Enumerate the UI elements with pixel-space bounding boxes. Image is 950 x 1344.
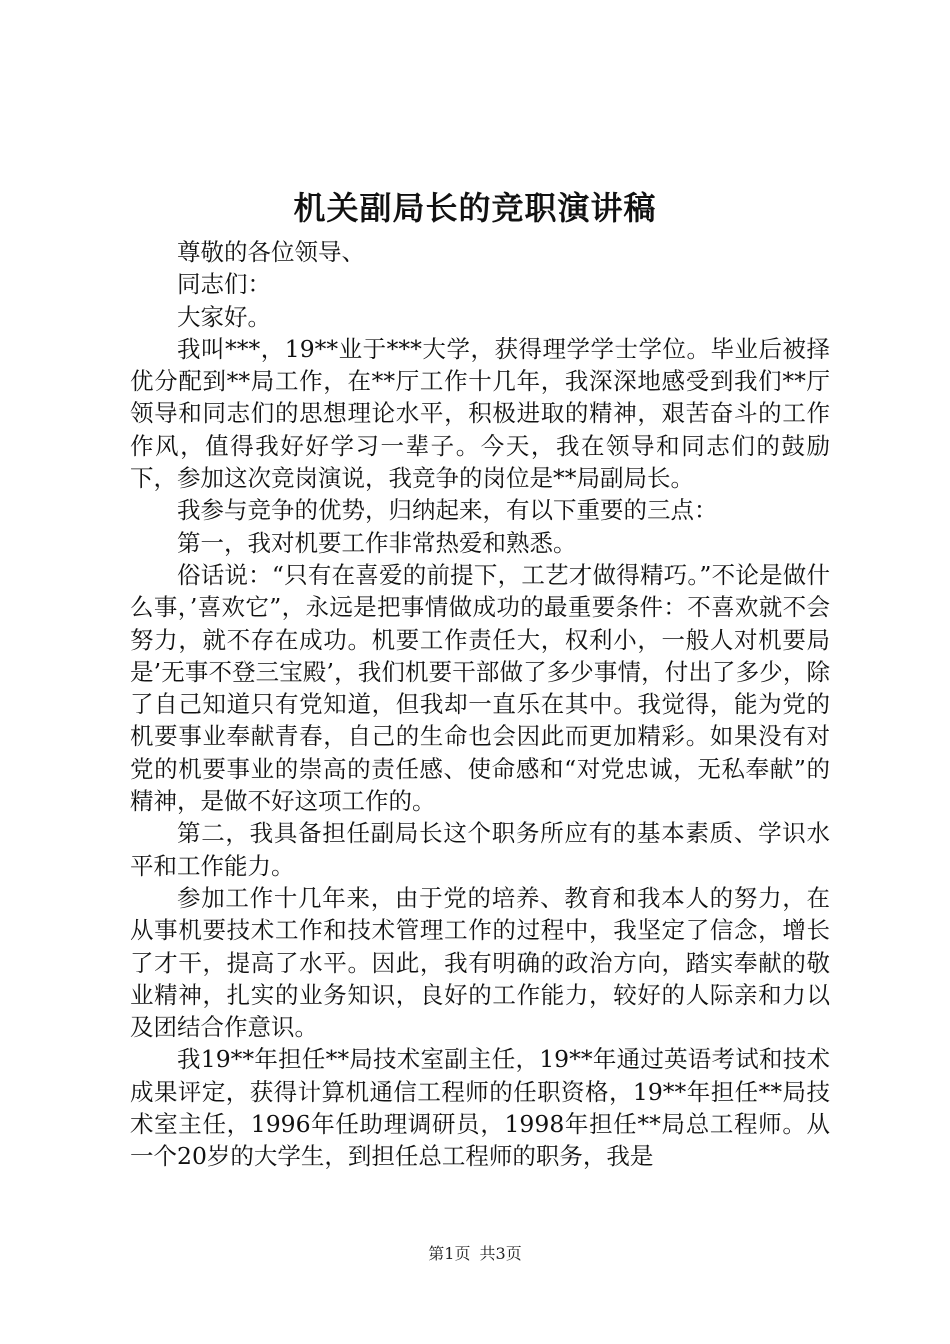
page-number: 第1页 <box>428 1244 471 1263</box>
paragraph-point-two: 第二，我具备担任副局长这个职务所应有的基本素质、学识水平和工作能力。 <box>130 819 830 880</box>
page-footer <box>0 1244 950 1264</box>
paragraph-proverb: 俗话说：“只有在喜爱的前提下，工艺才做得精巧。”不论是做什么事，’喜欢它”，永远是把事情做成功的最重要条件：不喜欢就不会努力，就不存在成功。机要工作责任大，权利小，一般人对机要局是’无事不登三宝殿’，我们机要干部做了多少事情，付出了多少，除了自己知道只有党知道，但我却一直乐在其中。我觉得，能为党的机要事业奉献青春，自己的生命也会因此而更加精彩。如果没有对党的机要事业的崇高的责任感、使命感和“对党忠诚，无私奉献”的精神，是做不好这项工作的。 <box>130 560 830 816</box>
paragraph-greeting-all: 大家好。 <box>177 302 271 331</box>
paragraph-greeting-comrades: 同志们： <box>177 270 271 299</box>
paragraph-advantages-intro: 我参与竞争的优势，归纳起来，有以下重要的三点： <box>177 496 718 525</box>
paragraph-point-one: 第一，我对机要工作非常热爱和熟悉。 <box>177 528 577 557</box>
paragraph-greeting-leaders: 尊敬的各位领导、 <box>177 238 365 266</box>
document-title: 机关副局长的竞职演讲稿 <box>293 189 657 227</box>
page-total: 共3页 <box>479 1244 522 1263</box>
document-body <box>130 236 830 1173</box>
paragraph-experience: 参加工作十几年来，由于党的培养、教育和我本人的努力，在从事机要技术工作和技术管理工作的过程中，我坚定了信念，增长了才干，提高了水平。因此，我有明确的政治方向，踏实奉献的敬业精神，扎实的业务知识，良好的工作能力，较好的人际亲和力以及团结合作意识。 <box>130 883 830 1042</box>
paragraph-career-history: 我19**年担任**局技术室副主任，19**年通过英语考试和技术成果评定，获得计算机通信工程师的任职资格，19**年担任**局技术室主任，1996年任助理调研员，1998年担任**局总工程师。从一个20岁的大学生，到担任总工程师的职务，我是 <box>130 1045 830 1171</box>
paragraph-self-intro: 我叫***，19**业于***大学，获得理学学士学位。毕业后被择优分配到**局工作，在**厅工作十几年，我深深地感受到我们**厅领导和同志们的思想理论水平，积极进取的精神，艰苦奋斗的工作作风，值得我好好学习一辈子。今天，我在领导和同志们的鼓励下，参加这次竞岗演说，我竞争的岗位是**局副局长。 <box>130 334 830 493</box>
